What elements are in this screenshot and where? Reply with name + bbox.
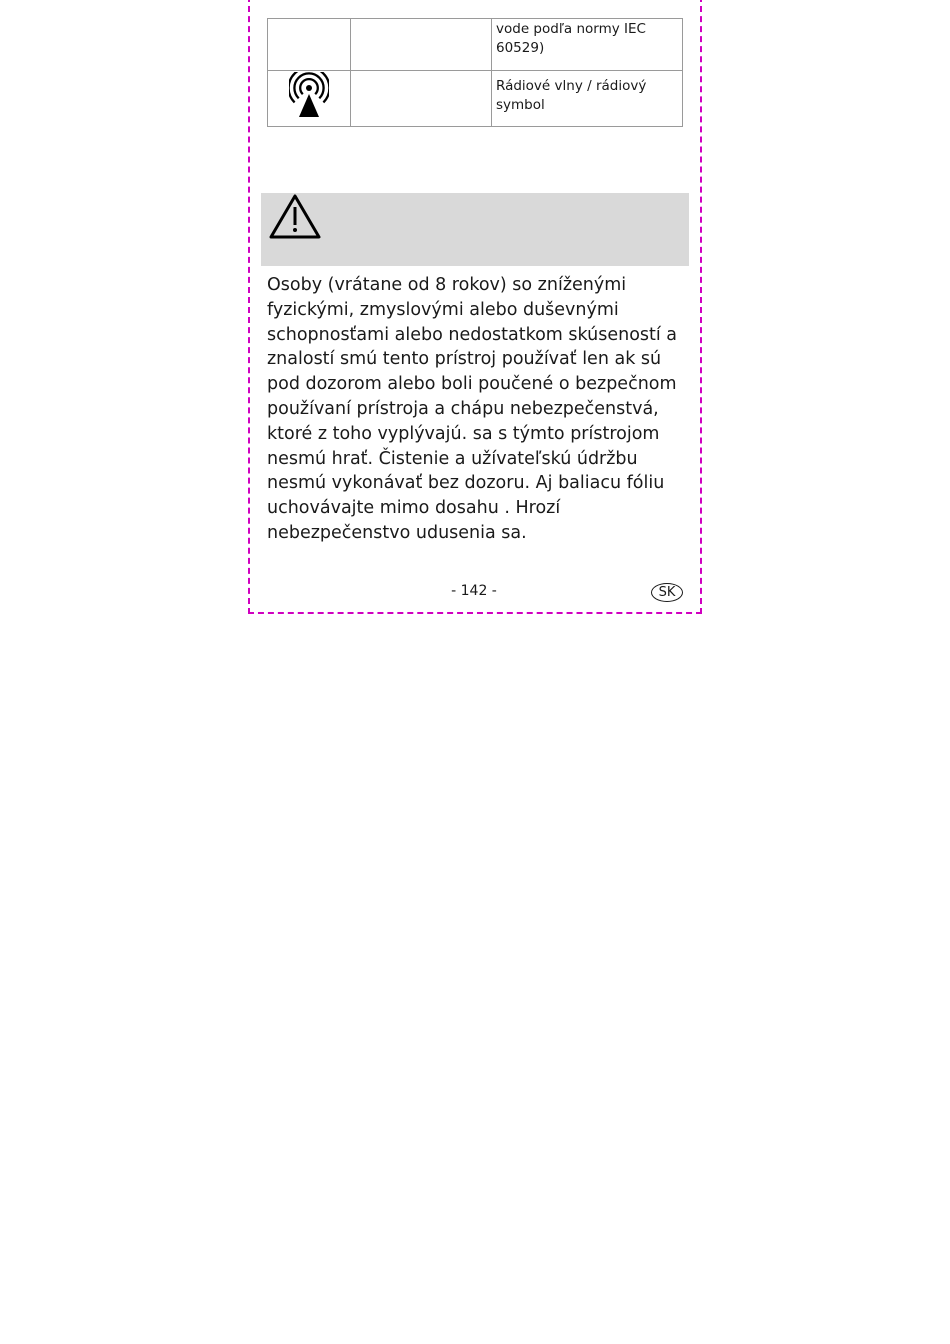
radio-waves-icon bbox=[289, 72, 329, 118]
table-row bbox=[268, 71, 683, 127]
page-number: - 142 - bbox=[451, 583, 497, 599]
symbol-description: Rádiové vlny / rádiový symbol bbox=[492, 71, 683, 127]
warning-header bbox=[261, 193, 689, 266]
symbol-table bbox=[267, 18, 683, 127]
symbol-name-cell bbox=[351, 19, 492, 71]
symbol-description: vode podľa normy IEC 60529) bbox=[492, 19, 683, 71]
warning-triangle-icon bbox=[269, 193, 323, 241]
symbol-cell bbox=[268, 19, 351, 71]
language-badge: SK bbox=[651, 583, 683, 602]
symbol-name-cell bbox=[351, 71, 492, 127]
table-row bbox=[268, 19, 683, 71]
warning-text: Osoby (vrátane od 8 rokov) so zníženými fyzickými, zmyslovými alebo duševnými schopnosťami alebo nedostatkom skúseností a znalostí smú tento prístroj používať len ak sú pod dozorom alebo boli poučené o bezpečnom používaní prístroja a chápu nebezpečenstvá, ktoré z toho vyplývajú. sa s týmto prístrojom nesmú hrať. Čistenie a užívateľskú údržbu nesmú vykonávať bez dozoru. Aj baliacu fóliu uchovávajte mimo dosahu . Hrozí nebezpečenstvo udusenia sa. bbox=[267, 275, 678, 543]
symbol-cell bbox=[268, 71, 351, 127]
